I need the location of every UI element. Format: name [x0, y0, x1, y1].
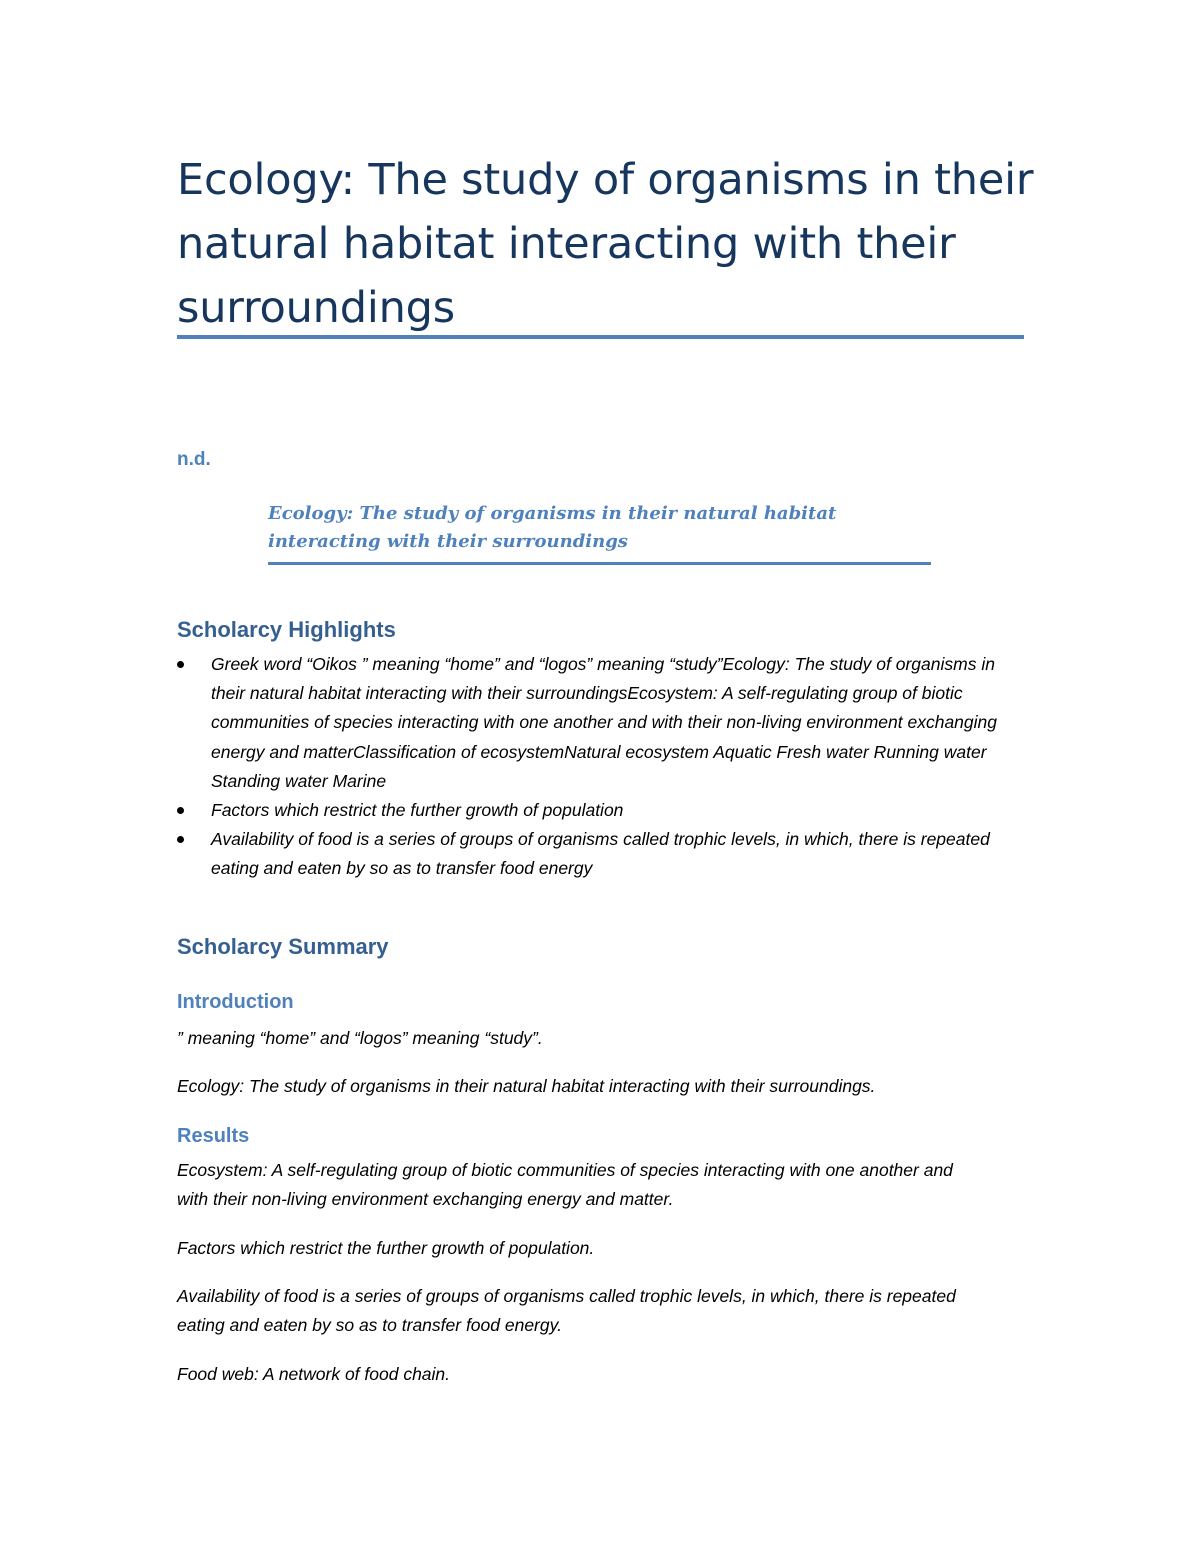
introduction-paragraph: Ecology: The study of organisms in their natural habitat interacting with their surroundings. — [177, 1076, 876, 1096]
summary-heading: Scholarcy Summary — [177, 934, 389, 959]
bullet-icon — [177, 661, 184, 668]
introduction-paragraph: ” meaning “home” and “logos” meaning “study”. — [177, 1028, 543, 1048]
results-paragraph: Food web: A network of food chain. — [177, 1364, 451, 1384]
results-paragraph: Ecosystem: A self-regulating group of biotic communities of species interacting with one another and with their non-living environment exchanging energy and matter. — [177, 1160, 953, 1210]
title-quote: Ecology: The study of organisms in their natural habitat interacting with their surroundings — [268, 503, 837, 552]
introduction-heading: Introduction — [177, 991, 294, 1013]
results-paragraph: Availability of food is a series of groups of organisms called trophic levels, in which, there is repeated eating and eaten by so as to transfer food energy. — [177, 1286, 956, 1336]
title-underline — [177, 335, 1024, 339]
results-heading: Results — [177, 1125, 250, 1147]
results-paragraph: Factors which restrict the further growth of population. — [177, 1238, 595, 1258]
bullet-icon — [177, 836, 184, 843]
highlight-text: Greek word “Oikos ” meaning “home” and “logos” meaning “study”Ecology: The study of organisms in their natural habitat interacting with their surroundingsEcosystem: A self-regulating group of biotic communities of species interacting with one another and with their non-living environment exchanging energy and matterClassification of ecosystemNatural ecosystem Aquatic Fresh water Running water Standing water Marine — [211, 654, 997, 791]
highlight-item — [177, 825, 1027, 883]
highlights-heading: Scholarcy Highlights — [177, 617, 396, 642]
bullet-icon — [177, 807, 184, 814]
page-title: Ecology: The study of organisms in their natural habitat interacting with their surroundings — [177, 155, 1034, 333]
highlights-list — [177, 650, 1027, 884]
highlight-text: Availability of food is a series of groups of organisms called trophic levels, in which, there is repeated eating and eaten by so as to transfer food energy — [211, 829, 990, 879]
publication-date: n.d. — [177, 449, 211, 470]
highlight-item — [177, 650, 1027, 796]
quote-underline — [268, 562, 931, 565]
title-quote-block — [268, 500, 931, 565]
highlight-item — [177, 796, 1027, 825]
highlight-text: Factors which restrict the further growth of population — [211, 800, 624, 821]
